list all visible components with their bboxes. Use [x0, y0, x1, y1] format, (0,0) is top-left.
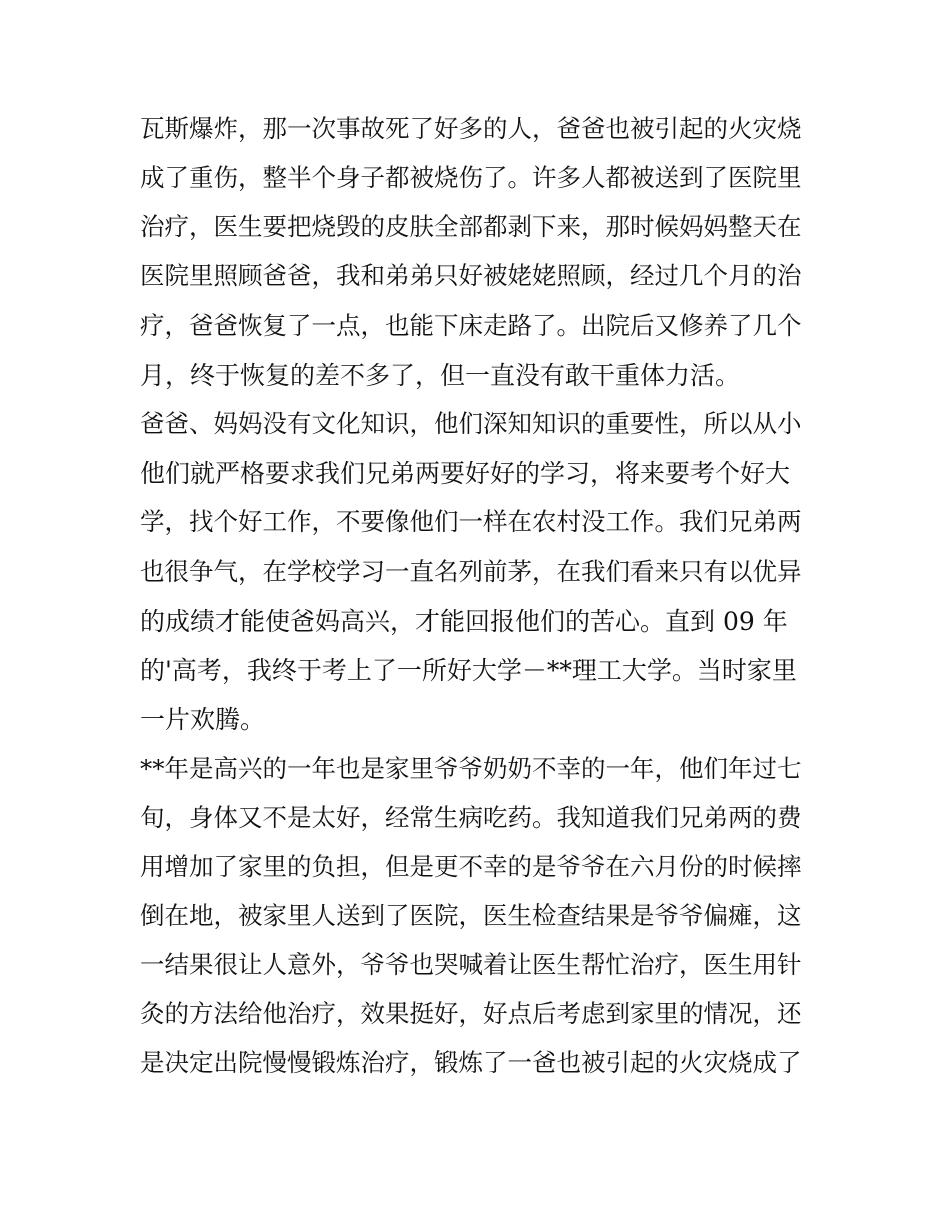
text-line: 灸的方法给他治疗，效果挺好，好点后考虑到家里的情况，还 — [140, 999, 802, 1028]
text-line: 是决定出院慢慢锻炼治疗，锻炼了一爸也被引起的火灾烧成了 — [140, 1048, 802, 1077]
text-line: 一片欢腾。 — [140, 705, 266, 734]
text-line: 旬，身体又不是太好，经常生病吃药。我知道我们兄弟两的费 — [140, 803, 802, 832]
text-line: 用增加了家里的负担，但是更不幸的是爷爷在六月份的时候摔 — [140, 852, 802, 881]
text-line: 一结果很让人意外，爷爷也哭喊着让医生帮忙治疗，医生用针 — [140, 950, 802, 979]
text-line: 医院里照顾爸爸，我和弟弟只好被姥姥照顾，经过几个月的治 — [140, 261, 802, 290]
text-line: 月，终于恢复的差不多了，但一直没有敢干重体力活。 — [140, 361, 741, 390]
text-line: 治疗，医生要把烧毁的皮肤全部都剥下来，那时候妈妈整天在 — [140, 212, 802, 241]
text-line: 疗，爸爸恢复了一点，也能下床走路了。出院后又修养了几个 — [140, 311, 802, 340]
text-line: 也很争气，在学校学习一直名列前茅，在我们看来只有以优异 — [140, 557, 802, 586]
text-line: 爸爸、妈妈没有文化知识，他们深知知识的重要性，所以从小 — [140, 409, 802, 438]
text-line: 的'高考，我终于考上了一所好大学－**理工大学。当时家里 — [140, 656, 797, 685]
text-line: 倒在地，被家里人送到了医院，医生检查结果是爷爷偏瘫，这 — [140, 901, 802, 930]
text-line: 的成绩才能使爸妈高兴，才能回报他们的苦心。直到 09 年 — [140, 607, 788, 636]
text-line: **年是高兴的一年也是家里爷爷奶奶不幸的一年，他们年过七 — [140, 754, 802, 783]
text-line: 他们就严格要求我们兄弟两要好好的学习，将来要考个好大 — [140, 459, 791, 488]
text-line: 成了重伤，整半个身子都被烧伤了。许多人都被送到了医院里 — [140, 163, 802, 192]
text-line: 瓦斯爆炸，那一次事故死了好多的人，爸爸也被引起的火灾烧 — [140, 114, 802, 143]
text-line: 学，找个好工作，不要像他们一样在农村没工作。我们兄弟两 — [140, 507, 802, 536]
